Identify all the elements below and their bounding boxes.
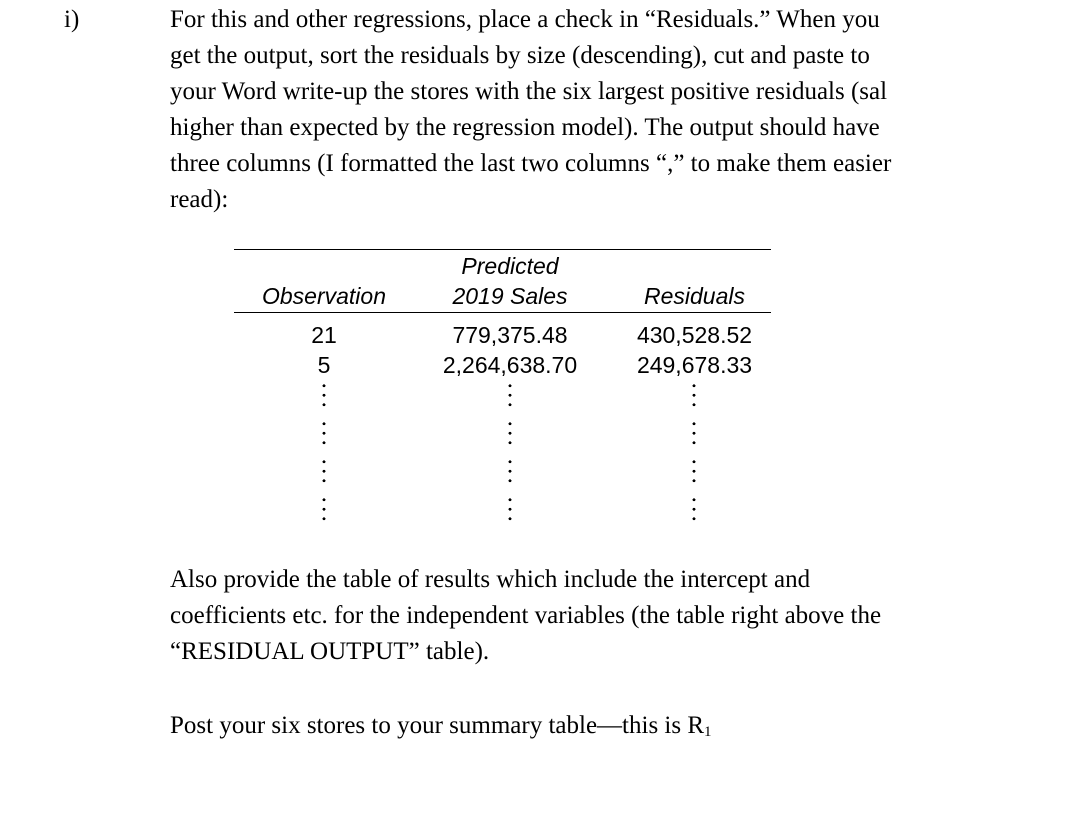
- vertical-ellipsis-icon: [692, 419, 696, 447]
- header-predicted-line1: Predicted: [461, 253, 559, 279]
- instruction-line: three columns (I formatted the last two columns “,” to make them easier: [170, 150, 892, 177]
- vertical-ellipsis-icon: [322, 495, 326, 523]
- instruction-line: your Word write-up the stores with the six largest positive residuals (sal: [170, 78, 888, 105]
- instruction-paragraph: [170, 2, 1082, 218]
- vertical-ellipsis-icon: [322, 419, 326, 447]
- table-body: [234, 313, 771, 529]
- vertical-ellipsis-icon: [692, 381, 696, 409]
- residual-output-table: [234, 249, 771, 529]
- ellipsis-row: [234, 491, 771, 529]
- header-residuals: Residuals: [644, 283, 745, 309]
- post-subscript: 1: [704, 724, 712, 740]
- vertical-ellipsis-icon: [692, 457, 696, 485]
- instruction-line: For this and other regressions, place a check in “Residuals.” When you: [170, 6, 880, 33]
- instruction-line: read):: [170, 186, 229, 213]
- cell-observation: 5: [317, 352, 331, 378]
- vertical-ellipsis-icon: [508, 419, 512, 447]
- also-provide-paragraph: [170, 562, 1082, 670]
- instruction-line: higher than expected by the regression model). The output should have: [170, 114, 880, 141]
- table-row: [234, 317, 771, 347]
- vertical-ellipsis-icon: [322, 457, 326, 485]
- item-marker: i): [64, 6, 80, 33]
- post-paragraph: [170, 708, 1082, 744]
- also-line: “RESIDUAL OUTPUT” table).: [170, 638, 490, 665]
- cell-predicted: 779,375.48: [452, 322, 568, 348]
- also-line: Also provide the table of results which include the intercept and: [170, 566, 811, 593]
- header-observation: Observation: [261, 283, 386, 309]
- vertical-ellipsis-icon: [508, 495, 512, 523]
- also-line: coefficients etc. for the independent variables (the table right above the: [170, 602, 882, 629]
- cell-observation: 21: [311, 322, 337, 348]
- header-predicted-line2: 2019 Sales: [452, 283, 568, 309]
- table-header: [234, 250, 771, 312]
- cell-residual: 249,678.33: [636, 352, 753, 378]
- vertical-ellipsis-icon: [692, 495, 696, 523]
- vertical-ellipsis-icon: [508, 457, 512, 485]
- post-line: [170, 708, 1082, 744]
- vertical-ellipsis-icon: [322, 381, 326, 409]
- table-row: [234, 347, 771, 377]
- instruction-line: get the output, sort the residuals by size (descending), cut and paste to: [170, 42, 870, 69]
- ellipsis-row: [234, 415, 771, 453]
- cell-residual: 430,528.52: [636, 322, 753, 348]
- ellipsis-row: [234, 377, 771, 415]
- post-text: Post your six stores to your summary table—this is R: [170, 712, 705, 739]
- ellipsis-row: [234, 453, 771, 491]
- cell-predicted: 2,264,638.70: [442, 352, 578, 378]
- vertical-ellipsis-icon: [508, 381, 512, 409]
